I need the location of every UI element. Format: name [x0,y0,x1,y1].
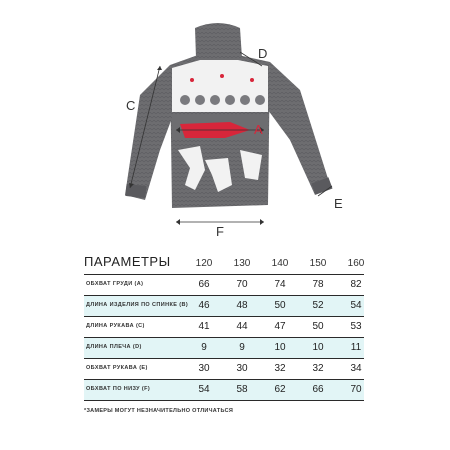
table-cell: 10 [274,342,286,353]
size-header-row [190,258,390,274]
table-title: ПАРАМЕТРЫ [84,254,171,269]
row-label: ОБХВАТ ПО НИЗУ (F) [86,386,151,392]
table-cell: 11 [350,342,362,353]
table-cell: 66 [198,279,210,290]
table-cell: 53 [350,321,362,332]
table-cell: 30 [198,363,210,374]
dimension-label-d: D [258,46,268,61]
table-cell: 78 [312,279,324,290]
table-cell: 62 [274,384,286,395]
table-cell: 58 [236,384,248,395]
dimension-label-c: C [126,98,136,113]
table-cell: 48 [236,300,248,311]
row-label: ОБХВАТ ГРУДИ (A) [86,281,144,287]
table-cell: 32 [274,363,286,374]
dimension-label-f: F [216,224,224,239]
size-header: 130 [233,258,251,269]
table-row [84,338,364,359]
table-cell: 74 [274,279,286,290]
row-label: ДЛИНА ИЗДЕЛИЯ ПО СПИНКЕ (B) [86,302,189,308]
table-row [84,274,364,296]
table-cell: 66 [312,384,324,395]
turtleneck [195,23,242,62]
table-cell: 46 [198,300,210,311]
row-label: ДЛИНА ПЛЕЧА (D) [86,344,142,350]
table-cell: 32 [312,363,324,374]
table-cell: 52 [312,300,324,311]
size-header: 160 [347,258,365,269]
table-cell: 50 [312,321,324,332]
table-cell: 34 [350,363,362,374]
right-sleeve [268,62,330,195]
table-cell: 41 [198,321,210,332]
table-cell: 50 [274,300,286,311]
table-cell: 54 [350,300,362,311]
size-header: 120 [195,258,213,269]
row-label: ОБХВАТ РУКАВА (E) [86,365,148,371]
table-cell: 82 [350,279,362,290]
table-cell: 70 [350,384,362,395]
table-cell: 54 [198,384,210,395]
dimension-label-a: A [254,122,263,137]
table-row [84,296,364,317]
table-cell: 70 [236,279,248,290]
size-header: 150 [309,258,327,269]
row-label: ДЛИНА РУКАВА (C) [86,323,145,329]
size-table [84,274,364,401]
table-cell: 10 [312,342,324,353]
table-cell: 9 [239,342,245,353]
table-cell: 30 [236,363,248,374]
table-cell: 9 [201,342,207,353]
table-cell: 47 [274,321,286,332]
table-row [84,359,364,380]
dimension-label-e: E [334,196,343,211]
footnote: *ЗАМЕРЫ МОГУТ НЕЗНАЧИТЕЛЬНО ОТЛИЧАТЬСЯ [84,408,234,414]
table-row [84,380,364,401]
table-cell: 44 [236,321,248,332]
left-sleeve [125,65,175,200]
size-header: 140 [271,258,289,269]
table-row [84,317,364,338]
